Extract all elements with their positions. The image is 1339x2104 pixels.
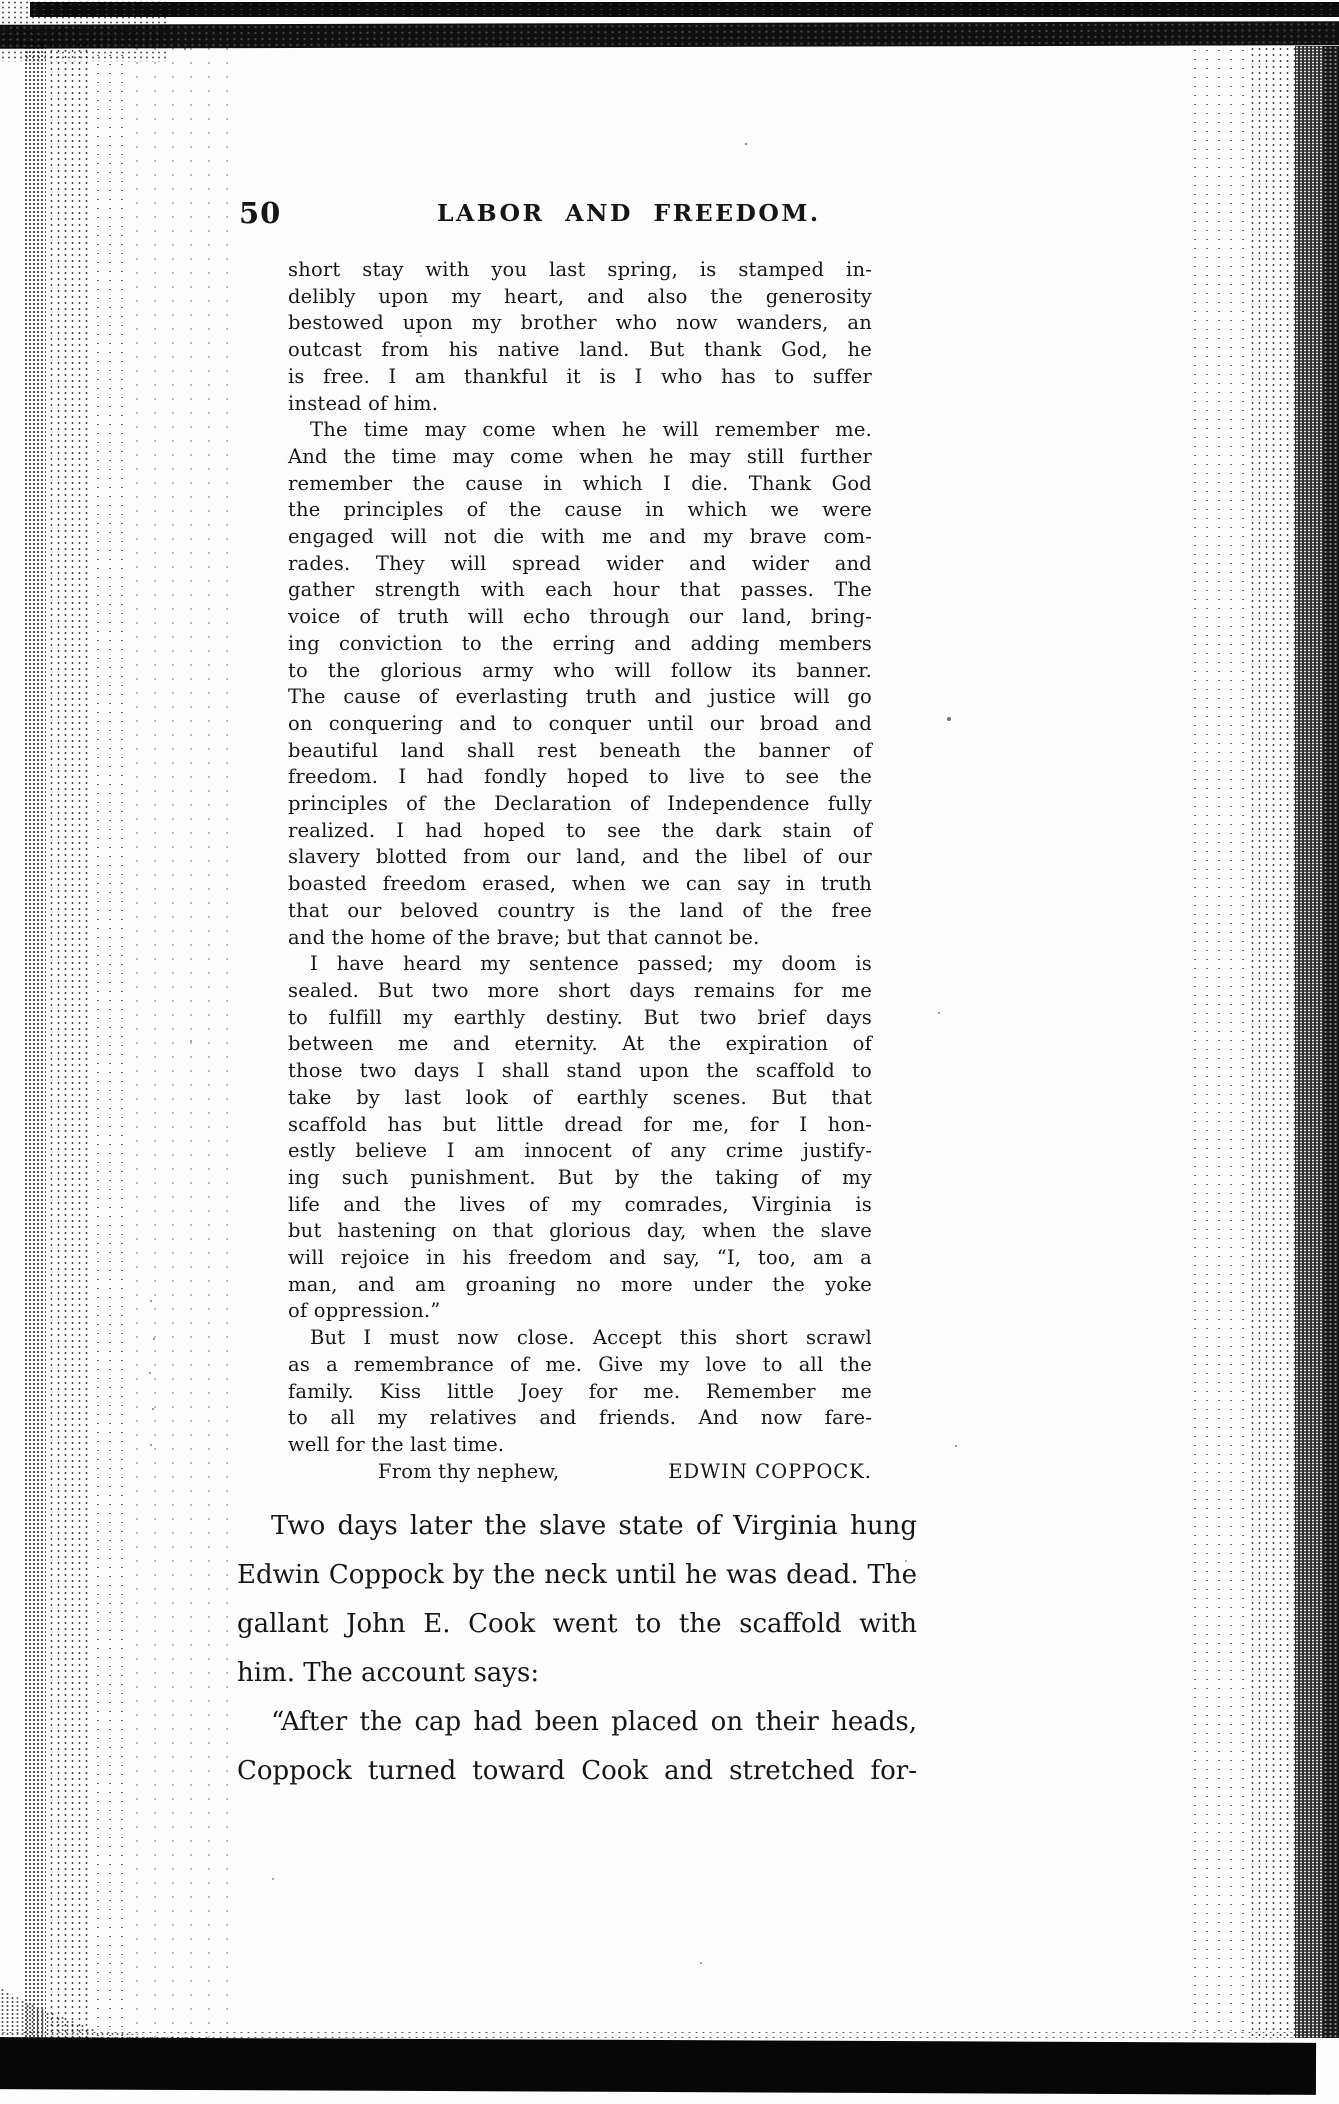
text-line: remember the cause in which I die. Thank God (288, 471, 872, 495)
text-line: gallant John E. Cook went to the scaffold with (237, 1609, 917, 1639)
text-line: rades. They will spread wider and wider and (288, 551, 872, 575)
text-line: slavery blotted from our land, and the libel of our (288, 845, 872, 869)
text-line: life and the lives of my comrades, Virginia is (288, 1192, 872, 1216)
text-line: delibly upon my heart, and also the generosity (288, 284, 872, 308)
binding-speckle-strip (128, 42, 228, 2040)
text-line: The time may come when he will remember me. (310, 418, 872, 442)
running-title: LABOR AND FREEDOM. (437, 199, 821, 227)
text-line: to the glorious army who will follow its banner. (288, 658, 872, 682)
text-line: instead of him. (288, 391, 439, 415)
text-line: scaffold has but little dread for me, for I hon- (288, 1112, 872, 1136)
text-line: to fulfill my earthly destiny. But two brief days (288, 1005, 872, 1029)
top-scan-band (0, 0, 1339, 48)
binding-speckle-strip (48, 42, 90, 2040)
text-line: of oppression.” (288, 1299, 441, 1323)
top-scan-band-upper (30, 2, 1339, 17)
text-line: realized. I had hoped to see the dark stain of (288, 818, 872, 842)
letter-signature-row (288, 1459, 872, 1486)
text-line: boasted freedom erased, when we can say in truth (288, 872, 872, 896)
text-line: to all my relatives and friends. And now fare- (288, 1406, 872, 1430)
text-line: engaged will not die with me and my brave com- (288, 525, 872, 549)
binding-speckle-strip (24, 42, 46, 2040)
text-line: principles of the Declaration of Independence fully (288, 792, 872, 816)
text-line: voice of truth will echo through our land, bring- (288, 605, 872, 629)
text-line: Two days later the slave state of Virginia hung (271, 1511, 917, 1541)
text-line: I have heard my sentence passed; my doom is (310, 952, 872, 976)
text-line: take by last look of earthly scenes. But that (288, 1085, 872, 1109)
text-line: “After the cap had been placed on their heads, (271, 1707, 917, 1737)
letter-signature: EDWIN COPPOCK. (668, 1459, 872, 1483)
stray-ink-specks (0, 0, 2, 2)
text-line: Edwin Coppock by the neck until he was dead. The (237, 1560, 917, 1590)
text-line: beautiful land shall rest beneath the banner of (288, 738, 872, 762)
text-line: well for the last time. (288, 1432, 505, 1456)
text-line: estly believe I am innocent of any crime justify- (288, 1139, 872, 1163)
text-line: and the home of the brave; but that cannot be. (288, 925, 760, 949)
text-line: short stay with you last spring, is stamped in- (288, 258, 872, 281)
text-line: bestowed upon my brother who now wanders, an (288, 311, 872, 335)
body-text (237, 1502, 917, 1796)
text-line: sealed. But two more short days remains for me (288, 978, 872, 1002)
text-line: gather strength with each hour that passes. The (288, 578, 872, 602)
text-line: him. The account says: (237, 1658, 540, 1688)
text-line: freedom. I had fondly hoped to live to see the (288, 765, 872, 789)
text-line: that our beloved country is the land of the free (288, 898, 872, 922)
text-line: And the time may come when he may still further (288, 444, 872, 468)
text-line: between me and eternity. At the expiration of (288, 1032, 872, 1056)
text-line: But I must now close. Accept this short scrawl (310, 1326, 872, 1350)
text-line: family. Kiss little Joey for me. Remember me (288, 1379, 872, 1403)
edge-speckle-strip (1189, 46, 1249, 2038)
right-edge-shadow (1189, 46, 1339, 2038)
edge-dither-strip (1323, 46, 1339, 2038)
letter-closing: From thy nephew, (378, 1459, 560, 1483)
text-line: man, and am groaning no more under the yoke (288, 1272, 872, 1296)
text-line: will rejoice in his freedom and say, “I, too, am a (288, 1246, 872, 1270)
text-line: those two days I shall stand upon the scaffold to (288, 1059, 872, 1083)
text-line: The cause of everlasting truth and justice will go (288, 685, 872, 709)
letter-quotation-block (288, 257, 872, 1459)
bottom-scan-band (0, 2037, 1316, 2095)
text-line: but hastening on that glorious day, when the slave (288, 1219, 872, 1243)
text-line: as a remembrance of me. Give my love to all the (288, 1352, 872, 1376)
text-line: the principles of the cause in which we were (288, 498, 872, 522)
text-line: ing conviction to the erring and adding members (288, 631, 872, 655)
page-number: 50 (239, 196, 282, 230)
text-line: Coppock turned toward Cook and stretched for- (237, 1756, 917, 1786)
text-line: on conquering and to conquer until our broad and (288, 711, 872, 735)
text-line: ing such punishment. But by the taking of my (288, 1165, 872, 1189)
binding-speckle-strip (92, 42, 126, 2040)
left-binding-noise (16, 42, 236, 2040)
edge-dither-strip (1295, 46, 1323, 2038)
edge-speckle-strip (1249, 46, 1295, 2038)
text-line: outcast from his native land. But thank God, he (288, 338, 872, 362)
text-line: is free. I am thankful it is I who has to suffer (288, 364, 872, 388)
